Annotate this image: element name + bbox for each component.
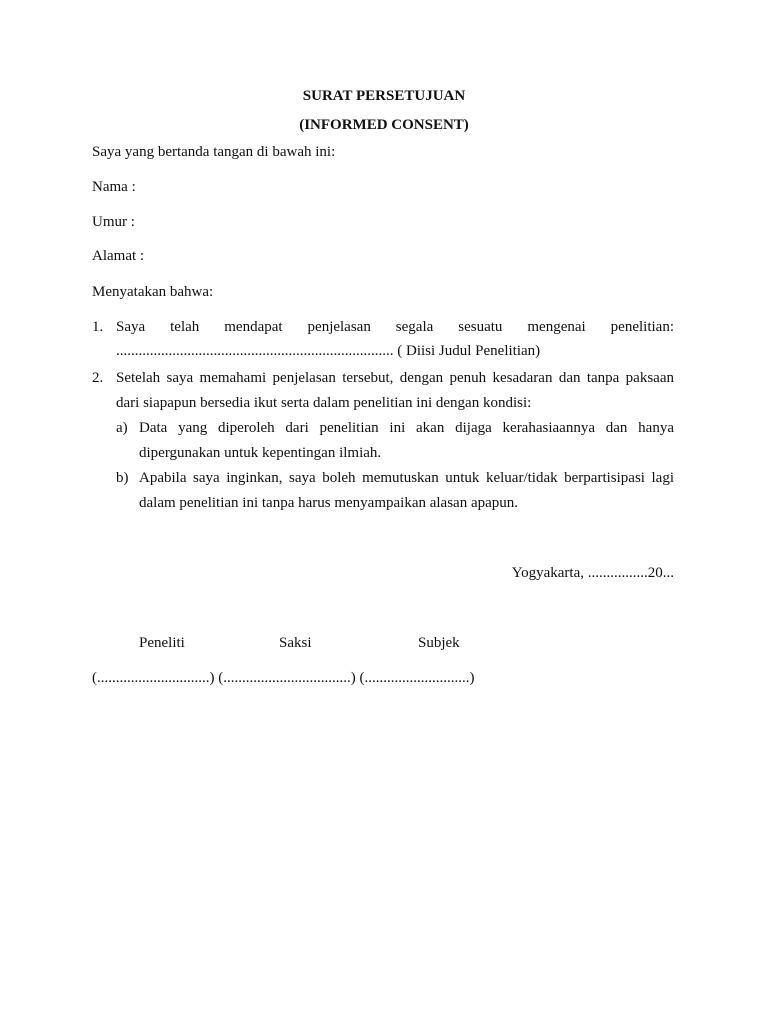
item-number: 2. (92, 370, 104, 386)
item-text-line: .......................................................................... ( Diisi Judul Penelitian) (116, 343, 541, 359)
intro-text: Saya yang bertanda tangan di bawah ini: (92, 144, 336, 160)
item-number: 1. (92, 319, 104, 335)
address-field-label: Alamat : (92, 248, 145, 264)
place-date: Yogyakarta, ................20... (511, 565, 674, 581)
item-text-line: dari siapapun bersedia ikut serta dalam penelitian ini dengan kondisi: (116, 395, 532, 411)
sub-item-text-line: Apabila saya inginkan, saya boleh memutuskan untuk keluar/tidak berpartisipasi lagi (139, 470, 674, 486)
sub-item-text-line: Data yang diperoleh dari penelitian ini akan dijaga kerahasiaannya dan hanya (139, 420, 674, 436)
signature-lines: (..............................) (..................................) (............................) (92, 670, 475, 686)
sub-item-text-line: dalam penelitian ini tanpa harus menyampaikan alasan apapun. (139, 495, 519, 511)
name-field-label: Nama : (92, 179, 136, 195)
item-text-line: Saya telah mendapat penjelasan segala sesuatu mengenai penelitian: (116, 319, 674, 335)
signatory-subject-label: Subjek (418, 635, 460, 651)
signatory-researcher-label: Peneliti (139, 635, 185, 651)
sub-item-text-line: dipergunakan untuk kepentingan ilmiah. (139, 445, 382, 461)
sub-item-letter: a) (116, 420, 128, 436)
age-field-label: Umur : (92, 214, 135, 230)
document-title: SURAT PERSETUJUAN (302, 88, 466, 104)
statement-intro: Menyatakan bahwa: (92, 284, 214, 300)
sub-item-letter: b) (116, 470, 129, 486)
item-text-line: Setelah saya memahami penjelasan tersebut, dengan penuh kesadaran dan tanpa paksaan (116, 370, 674, 386)
document-subtitle: (INFORMED CONSENT) (299, 117, 469, 133)
signatory-witness-label: Saksi (279, 635, 312, 651)
